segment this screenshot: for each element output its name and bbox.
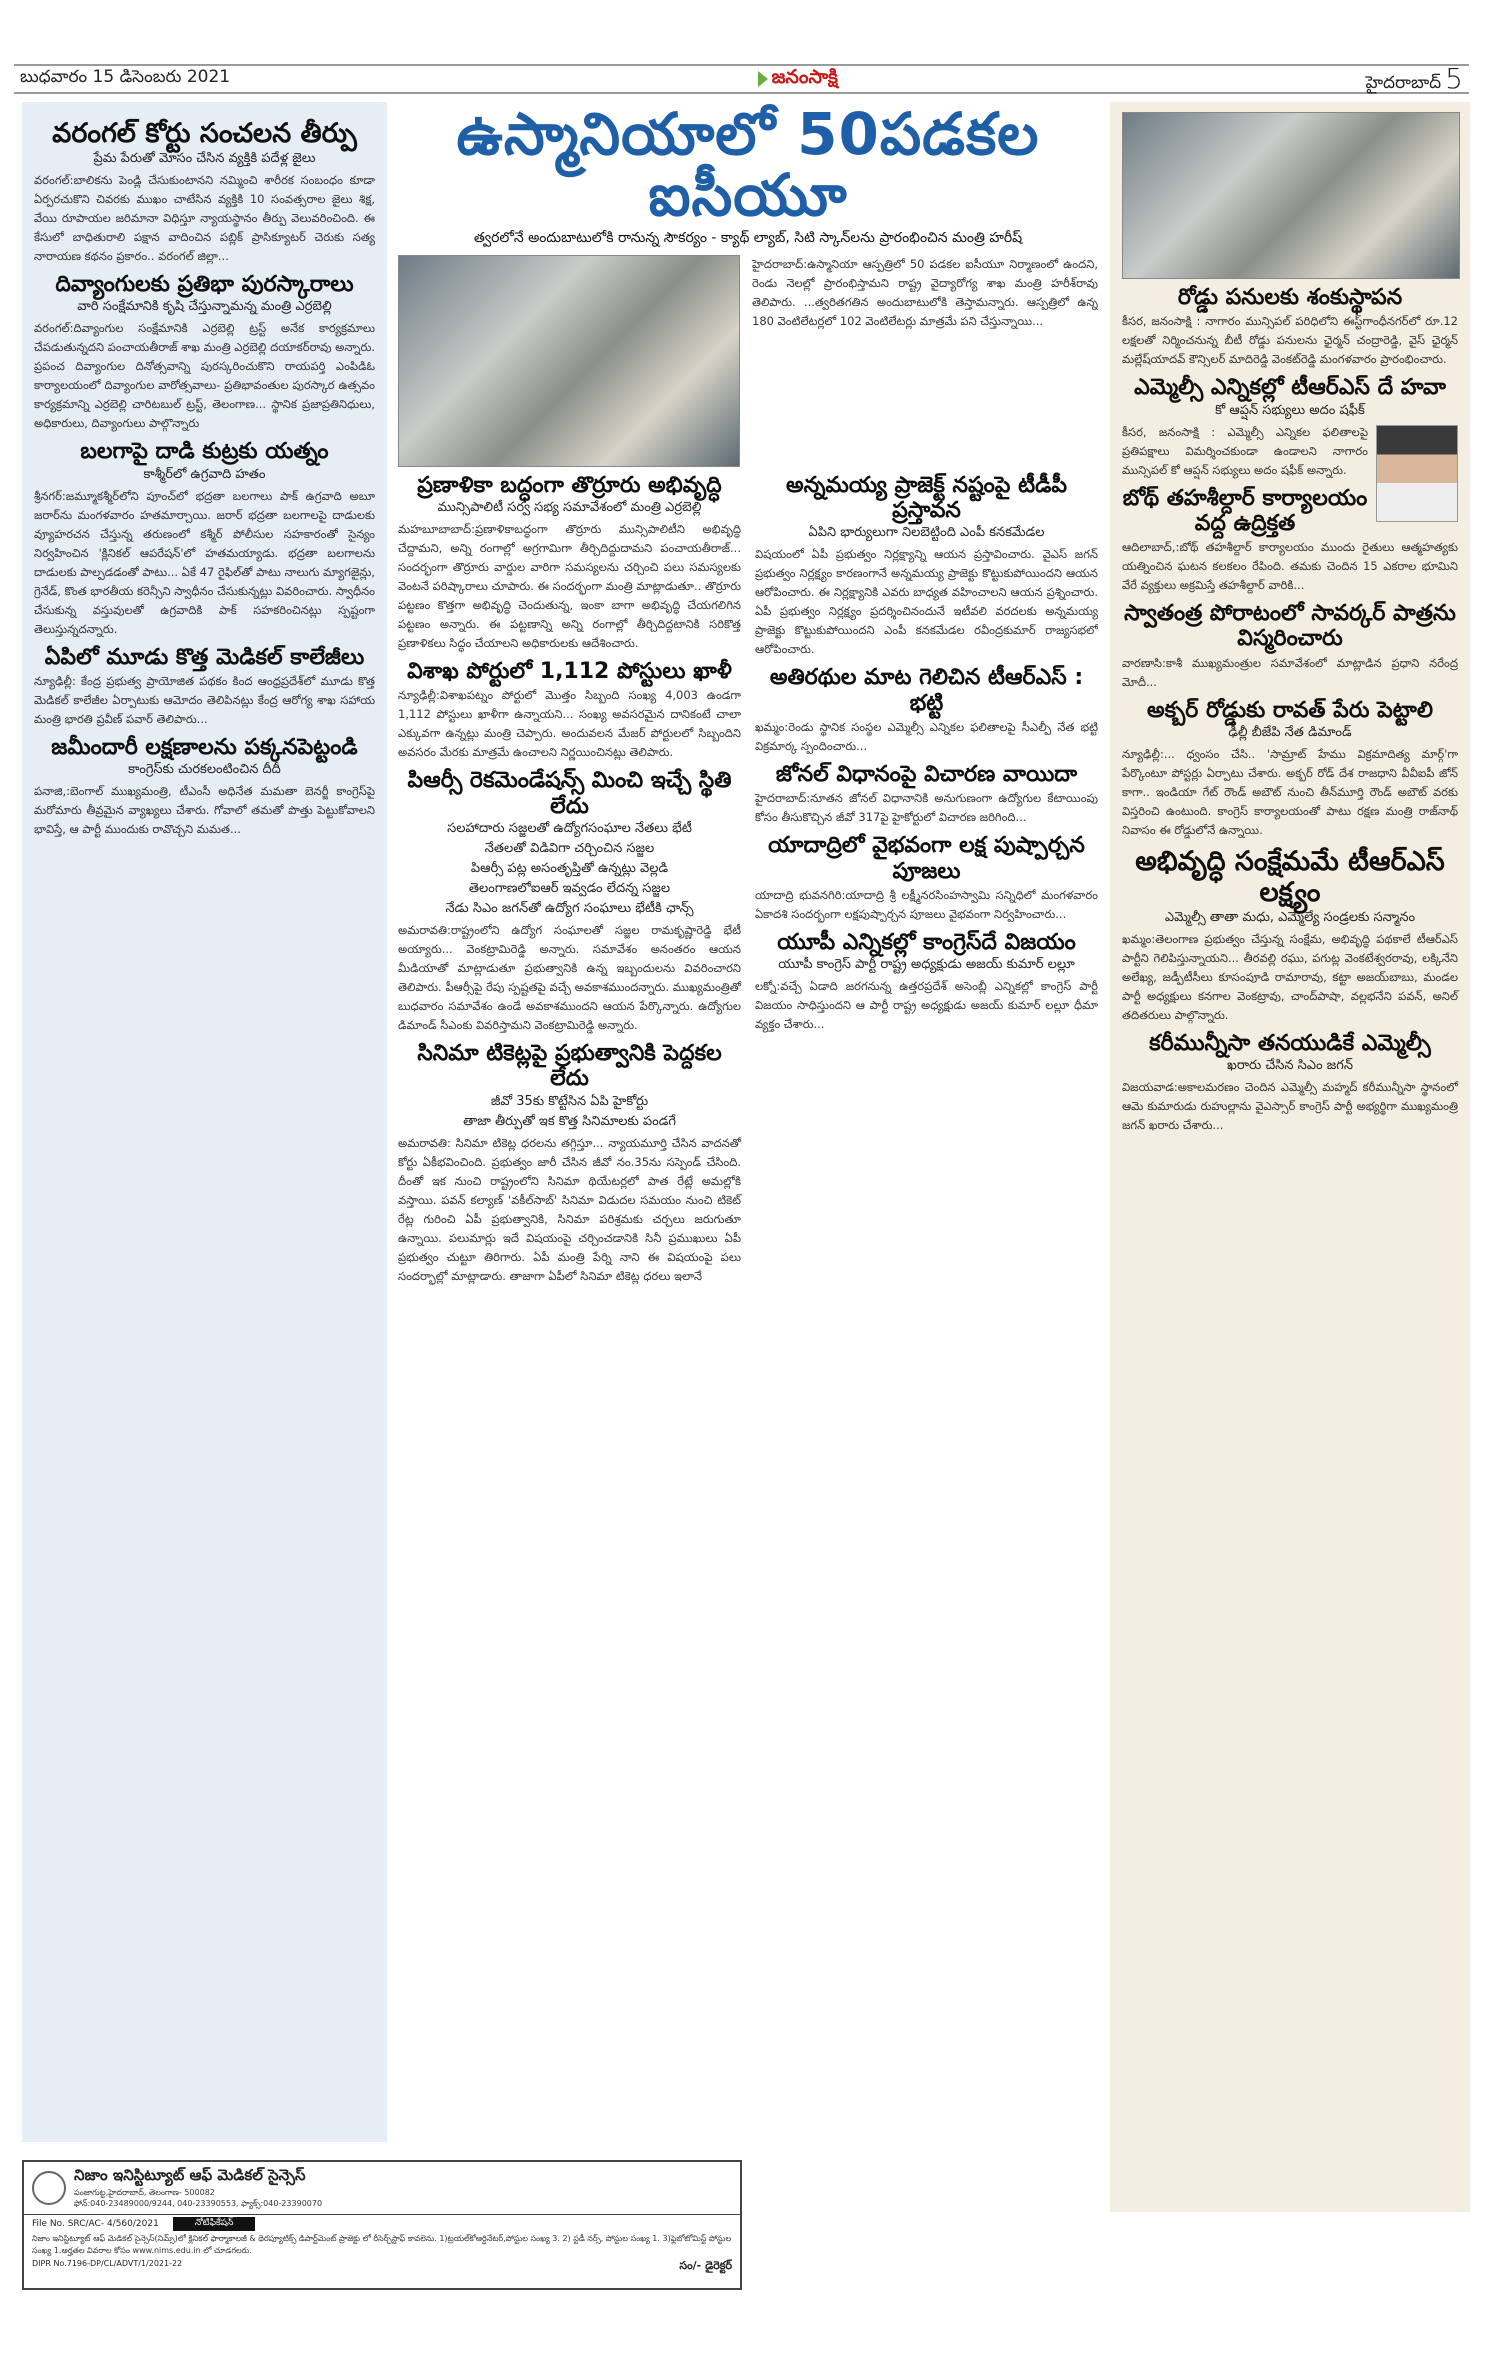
right-column: [1110, 102, 1470, 2212]
article-headline: స్వాతంత్ర పోరాటంలో సావర్కర్ పాత్రను విస్మరించారు: [1124, 601, 1456, 652]
article-body: లక్నో:వచ్చే ఏడాది జరగనున్న ఉత్తరప్రదేశ్ అసెంబ్లీ ఎన్నికల్లో కాంగ్రెస్ పార్టీ విజయం సాధిస్తుందని ఆ పార్టీ రాష్ట్ర అధ్యక్షుడు అజయ్ కుమార్ లల్లూ ధీమా వ్యక్తం చేశారు...: [755, 979, 1098, 1032]
article-headline: దివ్యాంగులకు ప్రతిభా పురస్కారాలు: [55, 272, 354, 298]
leaf-icon: [758, 71, 768, 87]
article-body: న్యూఢిల్లీ:... ధ్వంసం చేసి.. 'సామ్రాట్ హేము విక్రమాదిత్య మార్గ్'గా పేర్కొంటూ పోస్టర్లు ఏర్పాటు చేశారు. అక్బర్ రోడ్ దేశ రాజధాని వీవీఐపీ జోన్ కాగా.. ఇండియా గేట్ రౌండ్ అబౌట్ నుంచి తీన్‌మూర్తి రౌండ్ అబౌట్ వరకు విస్తరించి ఉంటుంది. కాంగ్రెస్ కార్యాలయంతో పాటు రక్షణ మంత్రి రాజ్‌నాథ్ నివాసం ఈ రోడ్డులోనే ఉన్నాయి.: [1122, 747, 1458, 838]
article-subhead: ప్రేమ పేరుతో మోసం చేసిన వ్యక్తికి పదేళ్ల జైలు: [93, 151, 316, 167]
article-body: యాదాద్రి భువనగిరి:యాదాద్రి శ్రీ లక్ష్మీనరసింహస్వామి సన్నిధిలో మంగళవారం ఏకాదశి సందర్భంగా లక్షపుష్పార్చన పూజలు వైభవంగా నిర్వహించారు...: [755, 887, 1098, 921]
article-subhead: ఎమ్మెల్సీ తాతా మధు, ఎమ్మెల్యే సండ్రలకు సన్మానం: [1164, 910, 1416, 926]
lead-body: హైదరాబాద్:ఉస్మానియా ఆస్పత్రిలో 50 పడకల ఐసీయూ నిర్మాణంలో ఉందని, రెండు నెలల్లో ప్రారంభిస్తామని రాష్ట్ర వైద్యారోగ్య శాఖ మంత్రి హరీశ్‌రావు తెలిపారు. ...త్వరితగతిన అందుబాటులోకి తెస్తామన్నారు. ఆస్పత్రిలో ఉన్న 180 వెంటిలేటర్లలో 102 వెంటిలేటర్లు మాత్రమే పని చేస్తున్నాయి...: [752, 256, 1098, 328]
lead-photo: [398, 255, 740, 467]
notification-badge: నోటిఫికేషన్: [173, 2217, 256, 2231]
edition-city: హైదరాబాద్: [1365, 72, 1442, 93]
article-subhead: మున్సిపాలిటీ సర్వ సభ్య సమావేశంలో మంత్రి ఎర్రబెల్లి: [437, 500, 702, 516]
edition-info: [1365, 62, 1463, 97]
article-subhead: వారి సంక్షేమానికి కృషి చేస్తున్నామన్న మంత్రి ఎర్రబెల్లి: [77, 299, 332, 315]
article-body: కీసర, జనంసాక్షి : ఎమ్మెల్సీ ఎన్నికల ఫలితాలపై ప్రతిపక్షాలు విమర్శించకుండా ఉండాలని నాగారం మున్సిపల్ కో ఆప్షన్ సభ్యులు అదం షఫీక్ అన్నారు.: [1122, 424, 1368, 477]
lead-story: [398, 255, 1098, 467]
article-headline: జమీందారీ లక్షణాలను పక్కనపెట్టండి: [51, 734, 358, 760]
article-subhead: తాజా తీర్పుతో ఇక కొత్త సినిమాలకు పండగే: [463, 1113, 676, 1129]
article-subhead: ఢిల్లీ బీజేపి నేత డిమాండ్: [1228, 725, 1352, 741]
article: [34, 735, 375, 839]
article-headline: కరీమున్నీసా తనయుడికే ఎమ్మెల్సీ: [1149, 1031, 1431, 1057]
page-number: 5: [1445, 61, 1463, 95]
ad-file-row: [24, 2215, 740, 2233]
lead-subhead: త్వరలోనే అందుబాటులోకి రానున్న సౌకర్యం - క్యాథ్ ల్యాబ్, సిటి స్కాన్‌లను ప్రారంభించిన మంత్రి హరీష్: [473, 229, 1023, 246]
ad-footer: [24, 2257, 740, 2277]
article-headline: ఎమ్మెల్సీ ఎన్నికల్లో టీఆర్ఎస్ దే హవా: [1134, 375, 1446, 401]
article-headline: వరంగల్ కోర్టు సంచలన తీర్పు: [52, 118, 357, 149]
article-headline: బలగాపై దాడి కుట్రకు యత్నం: [80, 439, 329, 465]
article-body: విషయంలో ఏపీ ప్రభుత్వం నిర్లక్ష్యాన్ని ఆయన ప్రస్తావించారు. వైఎస్ జగన్ ప్రభుత్వం నిర్లక్ష్యం కారణంగానే అన్నమయ్య ప్రాజెక్టు కొట్టుకుపోయిందని ఆయన ఆరోపించారు. ఈ నిర్లక్ష్యానికి ఎవరు బాధ్యత వహించాలని ఆయన ప్రశ్నించారు. ఏపీ ప్రభుత్వం నిర్లక్ష్యం ప్రదర్శించినందునే ఇటీవలి వరదలకు అన్నమయ్య ప్రాజెక్టు కొట్టుకుపోయిందని ఎంపీ కనకమేడల రవీంద్రకుమార్ రాజ్యసభలో ఆరోపించారు.: [755, 547, 1098, 657]
article-subhead: కాశ్మీర్‌లో ఉగ్రవాది హతం: [143, 466, 266, 482]
article-body: వారణాసి:కాశీ ముఖ్యమంత్రుల సమావేశంలో మాట్లాడిన ప్రధాని నరేంద్ర మోదీ...: [1122, 655, 1458, 689]
article-headline: యాదాద్రిలో వైభవంగా లక్ష పుష్పార్చన పూజలు: [768, 833, 1085, 884]
article-subhead: ఖరారు చేసిన సిఎం జగన్: [1227, 1058, 1353, 1074]
ad-header: [24, 2162, 740, 2215]
newspaper-logo: [758, 66, 838, 93]
lead-headline: ఉస్మానియాలో 50పడకల ఐసీయూ: [456, 102, 1040, 229]
article-body: అమరావతి: సినిమా టికెట్ల ధరలను తగ్గిస్తూ... న్యాయమూర్తి చేసిన వాదనతో కోర్టు ఏకీభవించింది. ప్రభుత్వం జారీ చేసిన జీవో నం.35ను సస్పెండ్ చేసింది. దీంతో ఇక నుంచి రాష్ట్రంలోని సినిమా థియేటర్లలో పాత రేట్లే అమల్లోకి వస్తాయి. పవన్ కల్యాణ్ 'వకీల్‌సాబ్' సినిమా విడుదల సమయం నుంచి టికెట్ రేట్ల గురించి ఏపీ ప్రభుత్వానికి, సినిమా పరిశ్రమకు చర్చలు జరుగుతూ ఉన్నాయి. పలుమార్లు ఇదే విషయంపై చర్చించడానికి సినీ ప్రముఖులు ఏపీ ప్రభుత్వం చుట్టూ తిరిగారు. ఏపీ మంత్రి పేర్ని నాని ఈ విషయంపై పలు సందర్భాల్లో మాట్లాడారు. తాజాగా ఏపీలో సినిమా టికెట్ల ధరలు ఇలానే: [398, 1135, 741, 1283]
main-column: [398, 102, 1098, 2342]
article-subhead: కాంగ్రెస్‌కు చురకలంటించిన దీదీ: [128, 762, 281, 778]
article: [34, 645, 375, 729]
article-headline: బోథ్ తహశీల్దార్ కార్యాలయం వద్ద ఉద్రిక్తత: [1122, 485, 1368, 536]
article-body: ఖమ్మం:రెండు స్థానిక సంస్థల ఎమ్మెల్సీ ఎన్నికల ఫలితాలపై సీఎల్పీ నేత భట్టి విక్రమార్క స్పందించారు...: [755, 719, 1098, 753]
article-subhead: జీవో 35కు కొట్టేసిన ఏపి హైకోర్టు: [490, 1093, 649, 1109]
nims-advertisement: [22, 2160, 742, 2290]
article-subhead: సలహాదారు సజ్జలతో ఉద్యోగసంఘాల నేతలు భేటీ: [447, 820, 692, 836]
article-subhead: నేడు సిఎం జగన్‌తో ఉద్యోగ సంఘాలు భేటీకి ఛాన్స్: [445, 900, 694, 916]
article-headline: పిఆర్సీ రెకమెండేషన్స్ మించి ఇచ్చే స్థితి లేదు: [407, 768, 732, 819]
article-subhead: పిఆర్సీ పట్ల అసంతృప్తితో ఉన్నట్లు వెల్లడి: [470, 860, 669, 876]
article-headline: సినిమా టికెట్లపై ప్రభుత్వానికి పెద్దకల లేదు: [417, 1040, 722, 1092]
article-headline: రోడ్డు పనులకు శంకుస్థాపన: [1177, 285, 1403, 310]
ad-address: పంజాగుట్ట,హైదరాబాద్, తెలంగాణ- 500082: [74, 2188, 215, 2197]
article-headline: ప్రణాళికా బద్ధంగా తొర్రూరు అభివృద్ధి: [417, 472, 722, 498]
portrait-photo: [1376, 425, 1458, 522]
article-subhead: కో ఆప్షన్ సభ్యులు అదం షఫీక్: [1215, 402, 1365, 418]
article-headline: విశాఖ పోర్టులో 1,112 పోస్టులు ఖాళీ: [407, 659, 732, 685]
ad-phone: ఫోన్:040-23489000/9244, 040-23390553, ఫ్యాక్స్:040-23390070: [74, 2199, 323, 2208]
article-body: ఆదిలాబాద్,:బోథ్ తహశీల్దార్ కార్యాలయం ముందు రైతులు ఆత్మహత్యకు యత్నించిన ఘటన కలకలం రేపింది. తమకు చెందిన 15 ఎకరాల భూమిని వేరే వ్యక్తులు అక్రమిస్తే తహశీల్దార్ వారికి...: [1122, 540, 1458, 593]
masthead: [14, 61, 1469, 95]
mid-right-stack: [755, 467, 1098, 1290]
article-headline: అతిరథుల మాట గెలిచిన టీఆర్ఎస్ : భట్టి: [769, 665, 1084, 716]
emblem-icon: [32, 2171, 66, 2205]
ad-title: నిజాం ఇనిస్టిట్యూట్ ఆఫ్ మెడికల్ సైన్సెస్: [74, 2166, 306, 2184]
director-signature: సం/- డైరెక్టర్: [679, 2259, 732, 2272]
article-body: న్యూఢిల్లీ:విశాఖపట్నం పోర్టులో మొత్తం సిబ్బంది సంఖ్య 4,003 ఉండగా 1,112 పోస్టులు ఖాళీగా ఉన్నాయని... సంఖ్య అవసరమైన దానికంటే చాలా ఎక్కువగా ఉన్నట్లు మంత్రి చెప్పారు. అందువలన మేజర్ పోర్టులలో సిబ్బందిని అవసరం మేరకు మాత్రమే ఉంచాలని నిర్ణయించినట్లు తెలిపారు.: [398, 688, 741, 760]
article: [34, 118, 375, 266]
article-body: అమరావతి:రాష్ట్రంలోని ఉద్యోగ సంఘాలతో సజ్జల రామకృష్ణారెడ్డి భేటీ అయ్యారు... వెంకట్రామిరెడ్డి అన్నారు. సమావేశం అనంతరం ఆయన మీడియాతో మాట్లాడుతూ ప్రభుత్వానికి ఉన్న ఇబ్బందులను వివరించారని తెలిపారు. పీఆర్సీపై రేపు స్పష్టతపై వచ్చే అవకాశముందన్నారు. ముఖ్యమంత్రితో బుధవారం సమావేశం ఉండే అవకాశముందని ఆయన పేర్కొన్నారు. ఉద్యోగుల డిమాండ్ సీఎంకు వివరిస్తామని వెంకట్రామిరెడ్డి అన్నారు.: [398, 922, 741, 1032]
story-grid: [398, 467, 1098, 1290]
article-subhead: నేతలతో విడివిగా చర్చించిన సజ్జల: [484, 840, 655, 856]
article-headline: ఏపిలో మూడు కొత్త మెడికల్ కాలేజీలు: [44, 644, 365, 670]
brand-name: జనంసాక్షి: [771, 65, 838, 88]
article-body: కీసర, జనంసాక్షి : నాగారం మున్సిపల్ పరిధిలోని ఈస్ట్‌గాంధీనగర్‌లో రూ.12 లక్షలతో నిర్మించనున్న బీటీ రోడ్డు పనులను ఛైర్మన్ చంద్రారెడ్డి, వైస్ ఛైర్మన్ మల్లేష్‌యాదవ్ కౌన్సిలర్ మాదిరెడ్డి వెంకట్‌రెడ్డి మంగళవారం ప్రారంభించారు.: [1122, 314, 1458, 367]
article-body: ఖమ్మం:తెలంగాణ ప్రభుత్వం చేస్తున్న సంక్షేమ, అభివృద్ధి పథకాలే టీఆర్ఎస్ పార్టీని గెలిపిస్తున్నాయని... తీరవల్లి రఘు, పగుట్ల వెంకటేశ్వరరావు, లక్కినేని అలేఖ్య, జడ్పీటీసీలు కూసంపూడి రామారావు, కట్టా అజయ్‌బాబు, మండల పార్టీ అధ్యక్షులు కనగాల వెంకట్రావు, చాంద్‌పాషా, వల్లభనేని పవన్, అనిల్ తదితరులు పాల్గొన్నారు.: [1122, 932, 1458, 1023]
article-headline: జోనల్ విధానంపై విచారణ వాయిదా: [775, 761, 1078, 787]
article-body: వరంగల్:దివ్యాంగుల సంక్షేమానికి ఎర్రబెల్లి ట్రస్ట్ అనేక కార్యక్రమాలు చేపడుతున్నదని పంచాయతీరాజ్ శాఖ మంత్రి ఎర్రబెల్లి దయాకర్‌రావు అన్నారు. ప్రపంచ దివ్యాంగుల దినోత్సవాన్ని పురస్కరించుకొని రాయపర్తి ఎంపిడిఓ కార్యాలయంలో దివ్యాంగుల వారోత్సవాలు- ప్రతిభావంతుల పురస్కార ఉత్సవం కార్యక్రమాన్ని ఎర్రబెల్లి చారిటబుల్ ట్రస్ట్, తెలంగాణ... స్థానిక ప్రజాప్రతినిధులు, అధికారులు, దివ్యాంగులు పాల్గొన్నారు: [34, 321, 375, 431]
road-works-photo: [1122, 112, 1460, 279]
left-column: [22, 102, 387, 2142]
article-headline: అన్నమయ్య ప్రాజెక్ట్ నష్టంపై టీడీపీ ప్రస్తావన: [785, 472, 1068, 524]
article-body: శ్రీనగర్:జమ్మూకశ్మీర్‌లోని పూంచ్‌లో భద్రతా బలగాలు పాక్ ఉగ్రవాది అబూ జరార్‌ను మంగళవారం హతమార్చాయి. జరార్ భద్రతా బలగాలపై దాడులకు వ్యూహరచన చేస్తున్న తరుణంలో కశ్మీర్ పోలీసుల సహకారంతో సైన్యం నిర్వహించిన 'క్లినికల్ ఆపరేషన్'లో హతమయ్యాడు. భద్రతా బలగాలను దాడులకు పాల్పడడంతో పాటు... ఏకే 47 రైఫిల్‌తో పాటు నాలుగు మ్యాగజైన్లు, గ్రెనేడ్, కొంత భారతీయ కరెన్సీని స్వాధీనం చేసుకున్నట్లు వివరించారు. స్వాధీనం చేసుకున్న వస్తువులతో ఉగ్రవాదికి పాక్ సహకరించినట్లు స్పష్టంగా తెలుస్తున్నదన్నారు.: [34, 488, 375, 636]
article-subhead: తెలంగాణలోఐఆర్ ఇవ్వడం లేదన్న సజ్జల: [468, 880, 671, 896]
article-headline: యూపీ ఎన్నికల్లో కాంగ్రెస్‌దే విజయం: [777, 929, 1076, 955]
ad-text: నిజాం ఇనిస్టిట్యూట్ ఆఫ్ మెడికల్ సైన్సెస్(నిమ్స్)లో క్లినికల్ ఫార్మాకాలజీ & థెరప్యూటిక్స్ డిపార్ట్‌మెంట్ ప్రాజెక్టు లో రీసెర్చ్‌స్టాఫ్ కావలెను. 1)ట్రయల్‌కోఆర్డినేటర్,పోస్టుల సంఖ్య 3. 2) స్టడీ నర్స్, పోస్టుల సంఖ్య 1. 3)ఫ్లెబోటోమిస్ట్ పోస్టుల సంఖ్య 1.అర్హతల వివరాల కోసం www.nims.edu.in లో చూడగలరు.: [32, 2234, 732, 2255]
article-body: వరంగల్:బాలికను పెండ్లి చేసుకుంటానని నమ్మించి శారీరక సంబంధం కూడా ఏర్పరచుకొని చివరకు ముఖం చాటేసిన వ్యక్తికి 10 సంవత్సరాల జైలు శిక్ష, వేయి రూపాయల జరిమానా విధిస్తూ న్యాయస్థానం తీర్పు వెలువరించింది. ఈ కేసులో బాధితురాలి పక్షాన వాదించిన పబ్లిక్ ప్రాసిక్యూటర్ చెరుకు సత్య నారాయణ కథనం ప్రకారం.. వరంగల్ జిల్లా...: [34, 173, 375, 264]
dipr-number: DIPR No.7196-DP/CL/ADVT/1/2021-22: [32, 2259, 183, 2268]
article-body: మహబూబాబాద్:ప్రణాళికాబద్ధంగా తొర్రూరు మున్సిపాలిటీని అభివృద్ధి చేద్దామని, అన్ని రంగాల్లో అగ్రగామిగా తీర్చిదిద్దుదామని పంచాయతీరాజ్... సందర్భంగా తొర్రూరు వార్డుల వారిగా సమస్యలను చర్చించి పలు సమస్యలకు వెంటనే పరిష్కారాలు చూపారు. ఈ సందర్భంగా మంత్రి మాట్లాడుతూ.. తొర్రూరు పట్టణం కొత్తగా అభివృద్ధి చెందుతున్న, ఇంకా బాగా అభివృద్ధి చేయగలిగిన పట్టణం అన్నారు. ఈ పట్టణాన్ని అన్ని రంగాల్లో తీర్చిదిద్దటానికి సరికొత్త ప్రణాళికలు సిద్ధం చేయాలని అధికారులకు ఆదేశించారు.: [398, 522, 741, 651]
article-headline: అక్బర్ రోడ్డుకు రావత్ పేరు పెట్టాలి: [1147, 697, 1433, 723]
article-subhead: ఏపిని భార్యులుగా నిలబెట్టింది ఎంపీ కనకమేడల: [808, 525, 1045, 541]
article-subhead: యూపీ కాంగ్రెస్ పార్టీ రాష్ట్ర అధ్యక్షుడు అజయ్ కుమార్ లల్లూ: [778, 957, 1075, 973]
article-headline: అభివృద్ధి సంక్షేమమే టీఆర్ఎస్ లక్ష్యం: [1135, 846, 1445, 909]
article-body: హైదరాబాద్:నూతన జోనల్ విధానానికి అనుగుణంగా ఉద్యోగుల కేటాయింపు కోసం తీసుకొచ్చిన జీవో 317పై హైకోర్టులో విచారణ జరిగింది...: [755, 791, 1098, 825]
ad-file-number: File No. SRC/AC- 4/560/2021: [32, 2219, 159, 2229]
article-body: పనాజి,:బెంగాల్ ముఖ్యమంత్రి, టీఎంసీ అధినేత మమతా బెనర్జీ కాంగ్రెస్‌పై మరోమారు తీవ్రమైన వ్యాఖ్యలు చేశారు. గోవాలో తమతో పొత్తు పెట్టుకోవాలని భావిస్తే, ఆ పార్టీ ముందుకు రావొచ్చని మమత...: [34, 784, 375, 837]
article: [34, 272, 375, 433]
mid-left-stack: [398, 467, 741, 1290]
issue-date: బుధవారం 15 డిసెంబరు 2021: [20, 67, 231, 87]
article-body: విజయవాడ:అకాలమరణం చెందిన ఎమ్మెల్సీ మహ్మద్ కరీమున్నీసా స్థానంలో ఆమె కుమారుడు రుహుల్లాను వైఎస్సార్ కాంగ్రెస్ పార్టీ అభ్యర్థిగా ముఖ్యమంత్రి జగన్ ఖరారు చేశారు...: [1122, 1080, 1458, 1133]
article: [34, 439, 375, 638]
article-body: న్యూఢిల్లీ: కేంద్ర ప్రభుత్వ ప్రాయోజిత పథకం కింద ఆంధ్రప్రదేశ్‌లో మూడు కొత్త మెడికల్ కాలేజీల ఏర్పాటుకు ఆమోదం తెలిపినట్లు కేంద్ర ఆరోగ్య శాఖ సహాయ మంత్రి భారతి ప్రవీణ్ పవార్ తెలిపారు...: [34, 673, 375, 726]
